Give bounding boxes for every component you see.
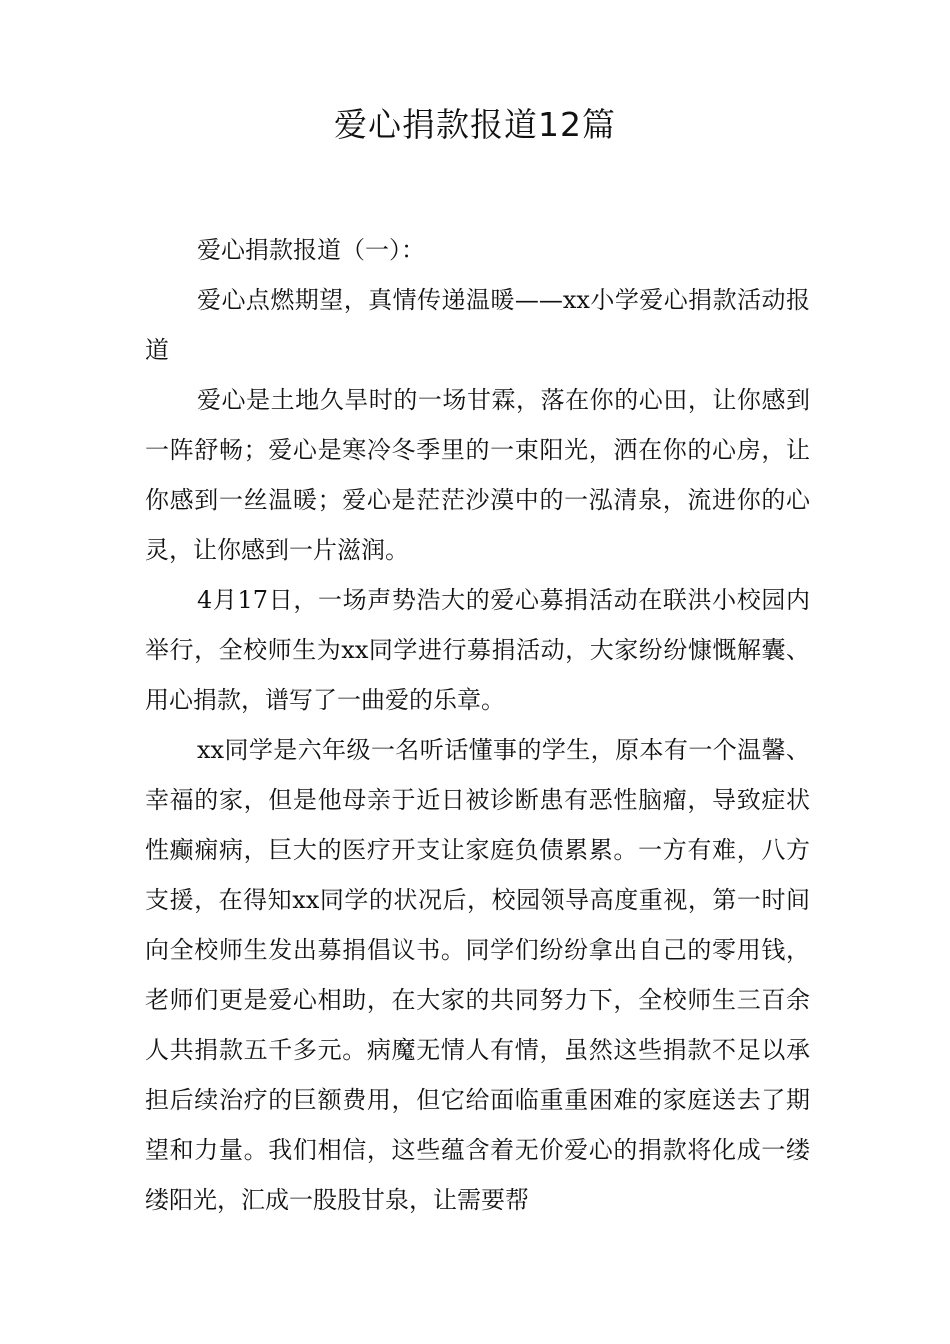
paragraph-section-heading: 爱心捐款报道（一）：	[197, 236, 425, 264]
paragraph-event: 4月17日，一场声势浩大的爱心募捐活动在联洪小校园内举行，全校师生为xx同学进行募捐活动，大家纷纷慷慨解囊、用心捐款，谱写了一曲爱的乐章。	[145, 586, 810, 714]
paragraph-report-headline: 爱心点燃期望，真情传递温暖——xx小学爱心捐款活动报道	[145, 286, 810, 364]
document-title: 爱心捐款报道12篇	[334, 105, 616, 144]
paragraph-story: xx同学是六年级一名听话懂事的学生，原本有一个温馨、幸福的家，但是他母亲于近日被诊断患有恶性脑瘤，导致症状性癫痫病，巨大的医疗开支让家庭负债累累。一方有难，八方支援，在得知xx同学的状况后，校园领导高度重视，第一时间向全校师生发出募捐倡议书。同学们纷纷拿出自己的零用钱，老师们更是爱心相助，在大家的共同努力下，全校师生三百余人共捐款五千多元。病魔无情人有情，虽然这些捐款不足以承担后续治疗的巨额费用，但它给面临重重困难的家庭送去了期望和力量。我们相信，这些蕴含着无价爱心的捐款将化成一缕缕阳光，汇成一股股甘泉，让需要帮	[145, 736, 810, 1214]
paragraph-intro: 爱心是土地久旱时的一场甘霖，落在你的心田，让你感到一阵舒畅；爱心是寒冷冬季里的一束阳光，洒在你的心房，让你感到一丝温暖；爱心是茫茫沙漠中的一泓清泉，流进你的心灵，让你感到一片滋润。	[145, 386, 810, 564]
document-body	[145, 225, 810, 1225]
